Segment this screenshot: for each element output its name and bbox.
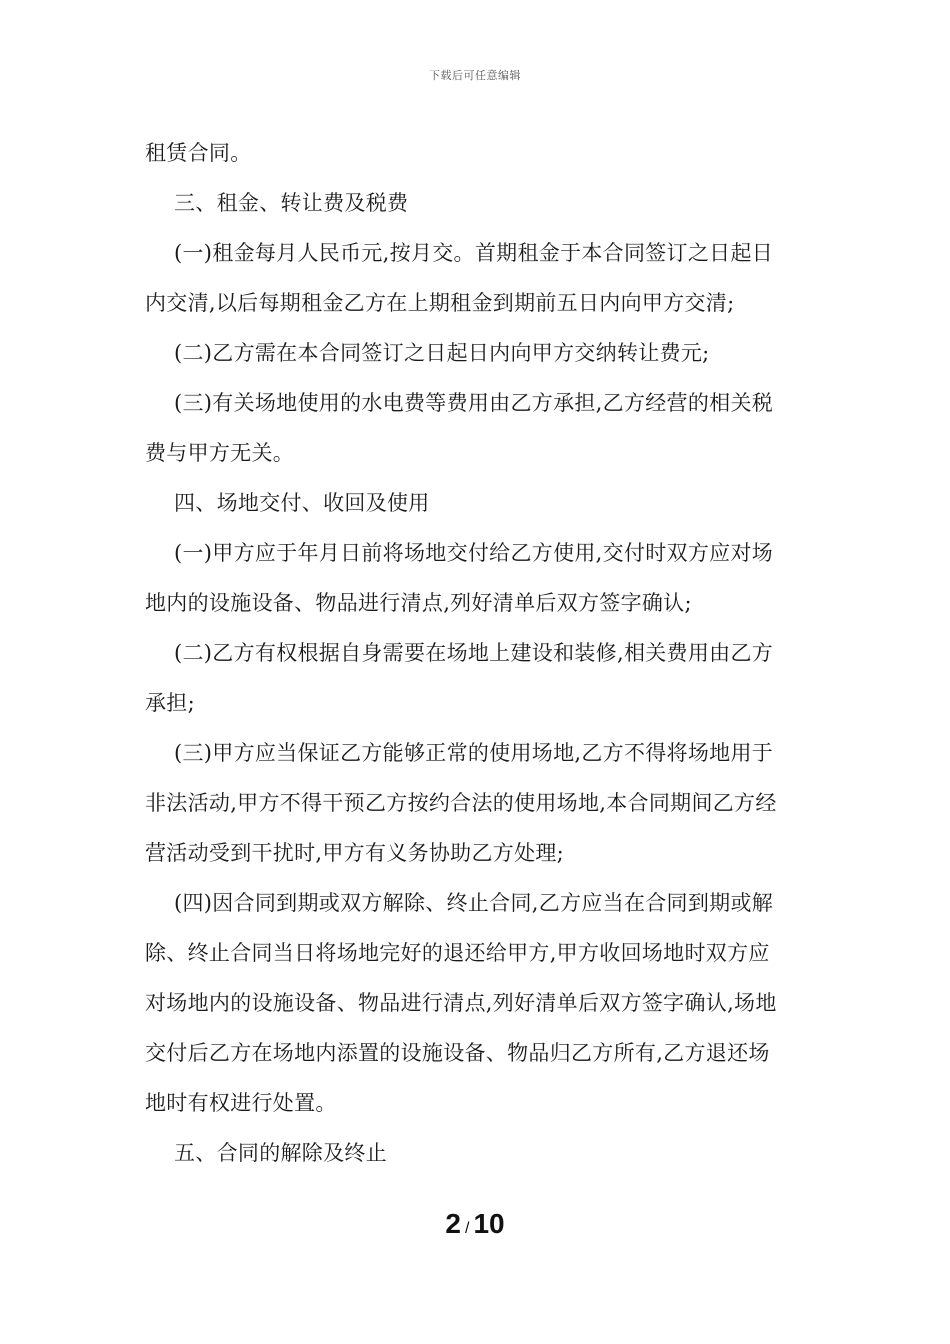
text-line: 营活动受到干扰时,甲方有义务协助乙方处理; bbox=[145, 841, 565, 865]
text-line: 地内的设施设备、物品进行清点,列好清单后双方签字确认; bbox=[145, 591, 692, 615]
page-separator: / bbox=[464, 1220, 470, 1237]
document-body bbox=[145, 136, 810, 1186]
text-line: 租赁合同。 bbox=[145, 141, 252, 165]
total-pages-number: 10 bbox=[473, 1208, 505, 1239]
text-line: 对场地内的设施设备、物品进行清点,列好清单后双方签字确认,场地 bbox=[145, 991, 777, 1015]
text-line: 三、租金、转让费及税费 bbox=[174, 191, 409, 215]
text-line: 承担; bbox=[145, 691, 195, 715]
page-number bbox=[0, 1208, 950, 1240]
current-page-number: 2 bbox=[445, 1208, 461, 1239]
page-header: 下载后可任意编辑 bbox=[429, 69, 521, 82]
text-line: 内交清,以后每期租金乙方在上期租金到期前五日内向甲方交清; bbox=[145, 291, 735, 315]
text-line: 非法活动,甲方不得干预乙方按约合法的使用场地,本合同期间乙方经 bbox=[145, 791, 777, 815]
text-line: (二)乙方需在本合同签订之日起日内向甲方交纳转让费元; bbox=[174, 341, 710, 365]
text-line: (二)乙方有权根据自身需要在场地上建设和装修,相关费用由乙方 bbox=[174, 641, 774, 665]
text-line: (三)甲方应当保证乙方能够正常的使用场地,乙方不得将场地用于 bbox=[174, 741, 774, 765]
text-line: (一)租金每月人民币元,按月交。首期租金于本合同签订之日起日 bbox=[174, 241, 774, 265]
text-line: 五、合同的解除及终止 bbox=[174, 1141, 387, 1165]
text-line: (三)有关场地使用的水电费等费用由乙方承担,乙方经营的相关税 bbox=[174, 391, 774, 415]
text-line: 费与甲方无关。 bbox=[145, 441, 295, 465]
text-line: 交付后乙方在场地内添置的设施设备、物品归乙方所有,乙方退还场 bbox=[145, 1041, 770, 1065]
text-line: 四、场地交付、收回及使用 bbox=[174, 491, 430, 515]
text-line: 地时有权进行处置。 bbox=[145, 1091, 337, 1115]
text-line: (一)甲方应于年月日前将场地交付给乙方使用,交付时双方应对场 bbox=[174, 541, 774, 565]
text-line: (四)因合同到期或双方解除、终止合同,乙方应当在合同到期或解 bbox=[174, 891, 774, 915]
text-line: 除、终止合同当日将场地完好的退还给甲方,甲方收回场地时双方应 bbox=[145, 941, 770, 965]
